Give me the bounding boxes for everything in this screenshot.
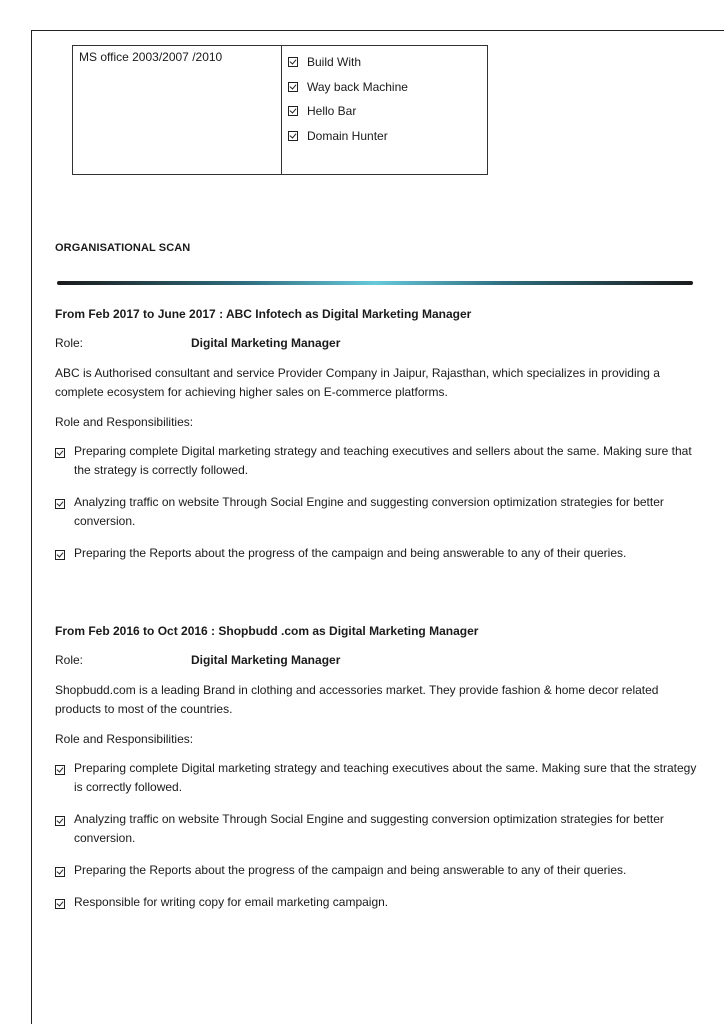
tool-label: Hello Bar <box>307 104 357 119</box>
role-row <box>55 653 700 667</box>
responsibility-text: Preparing the Reports about the progress of the campaign and being answerable to any of their queries. <box>74 546 627 560</box>
checkbox-icon <box>55 448 65 458</box>
company-description: Shopbudd.com is a leading Brand in clothing and accessories market. They provide fashion & home decor related products to most of the countries. <box>55 683 659 716</box>
role-row <box>55 336 700 350</box>
checkbox-icon <box>55 550 65 560</box>
list-item <box>55 759 700 797</box>
responsibility-text: Analyzing traffic on website Through Social Engine and suggesting conversion optimization strategies for better conversion. <box>74 495 664 528</box>
checkbox-icon <box>55 499 65 509</box>
responsibility-text: Responsible for writing copy for email marketing campaign. <box>74 895 389 909</box>
tool-item <box>288 120 481 153</box>
responsibility-text: Preparing the Reports about the progress of the campaign and being answerable to any of their queries. <box>74 863 627 877</box>
tool-label: Way back Machine <box>307 79 408 94</box>
checkbox-icon <box>55 816 65 826</box>
list-item <box>55 493 700 531</box>
list-item <box>55 861 700 880</box>
responsibility-text: Preparing complete Digital marketing strategy and teaching executives about the same. Making sure that the strategy is correctly followed. <box>74 761 697 794</box>
tool-label: Domain Hunter <box>307 128 388 143</box>
job-entry <box>55 624 700 925</box>
checkbox-icon <box>288 57 298 67</box>
list-item <box>55 544 700 563</box>
list-item <box>55 893 700 912</box>
role-value: Digital Marketing Manager <box>191 336 341 350</box>
job-entry <box>55 307 700 576</box>
responsibility-text: Analyzing traffic on website Through Social Engine and suggesting conversion optimization strategies for better conversion. <box>74 812 664 845</box>
page-border-top <box>31 30 724 31</box>
software-text: MS office 2003/2007 /2010 <box>79 50 223 64</box>
responsibilities-list <box>55 442 700 563</box>
section-heading: ORGANISATIONAL SCAN <box>55 242 191 254</box>
tool-label: Build With <box>307 55 362 70</box>
checkbox-icon <box>288 131 298 141</box>
software-cell <box>73 46 282 174</box>
role-label: Role: <box>55 653 84 667</box>
page-border-left <box>31 30 32 1024</box>
responsibility-text: Preparing complete Digital marketing strategy and teaching executives and sellers about the same. Making sure that the strategy is correctly followed. <box>74 444 692 477</box>
checkbox-icon <box>288 106 298 116</box>
responsibilities-list <box>55 759 700 912</box>
skills-table <box>72 45 488 175</box>
checkbox-icon <box>55 899 65 909</box>
responsibilities-label: Role and Responsibilities: <box>55 415 194 429</box>
company-description: ABC is Authorised consultant and service Provider Company in Jaipur, Rajasthan, which specializes in providing a complete ecosystem for achieving higher sales on E-commerce platforms. <box>55 366 660 399</box>
job-title: From Feb 2017 to June 2017 : ABC Infotech as Digital Marketing Manager <box>55 307 472 321</box>
tools-cell <box>282 46 487 174</box>
checkbox-icon <box>55 867 65 877</box>
checkbox-icon <box>288 82 298 92</box>
responsibilities-label: Role and Responsibilities: <box>55 732 194 746</box>
role-value: Digital Marketing Manager <box>191 653 341 667</box>
list-item <box>55 442 700 480</box>
job-title: From Feb 2016 to Oct 2016 : Shopbudd .com as Digital Marketing Manager <box>55 624 479 638</box>
section-divider <box>57 281 693 285</box>
role-label: Role: <box>55 336 84 350</box>
list-item <box>55 810 700 848</box>
tool-list <box>288 46 481 152</box>
checkbox-icon <box>55 765 65 775</box>
